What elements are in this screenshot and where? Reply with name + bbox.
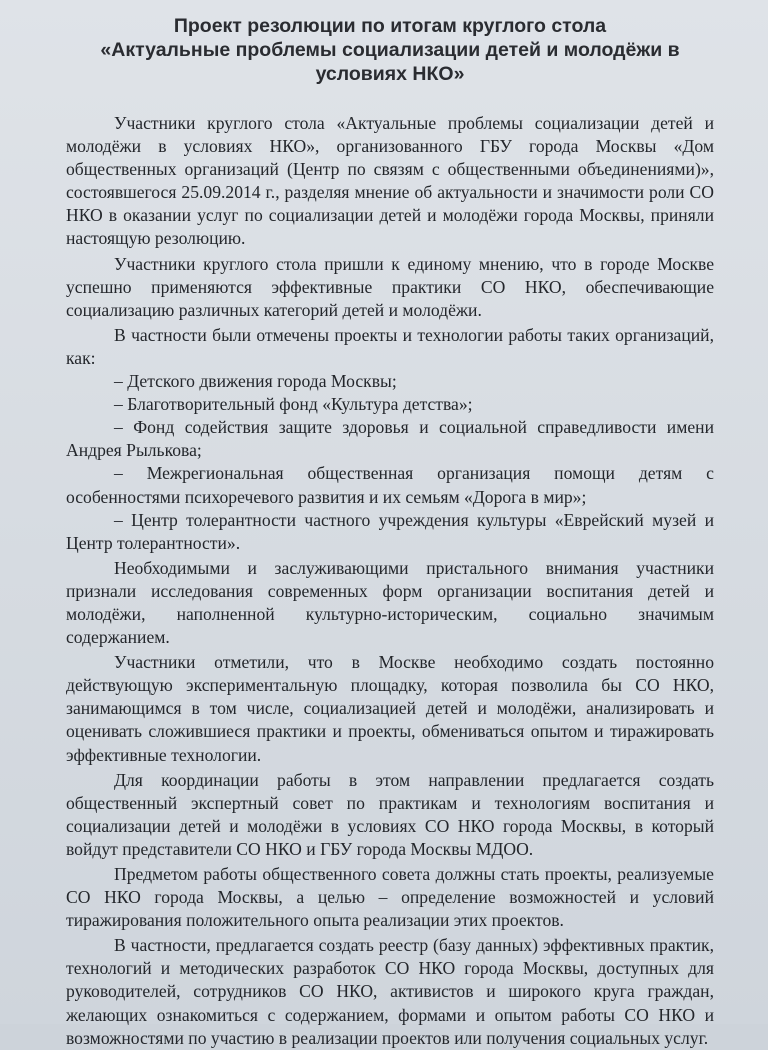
paragraph-platform: Участники отметили, что в Москве необходимо создать постоянно действующую экспериментальную площадку, которая позволила бы СО НКО, занимающимся в том числе, социализацией детей и молодёжи, анализировать и оценивать сложившиеся практики и проекты, обмениваться опытом и тиражировать эффективные технологии.: [66, 652, 714, 765]
list-item: – Центр толерантности частного учреждения культуры «Еврейский музей и Центр толерантности».: [66, 509, 714, 553]
paragraph-council-subject: Предметом работы общественного совета должны стать проекты, реализуемые СО НКО города Москвы, а целью – определение возможностей и условий тиражирования положительного опыта реализации этих проектов.: [66, 864, 714, 931]
title-line: Проект резолюции по итогам круглого стола: [173, 15, 607, 37]
paragraph-research: Необходимыми и заслуживающими пристального внимания участники признали исследования современных форм организации воспитания детей и молодёжи, наполненной культурно-историческим, социально значимым содержанием.: [66, 557, 714, 648]
paragraph-intro: Участники круглого стола «Актуальные проблемы социализации детей и молодёжи в условиях НКО», организованного ГБУ города Москвы «Дом общественных организаций (Центр по связям с общественными объединениями)», состоявшегося 25.09.2014 г., разделяя мнение об актуальности и значимости роли СО НКО в оказании услуг по социализации детей и молодёжи города Москвы, приняли настоящую резолюцию.: [66, 113, 714, 249]
list-item: – Межрегиональная общественная организация помощи детям с особенностями психоречевого развития и их семьям «Дорога в мир»;: [66, 463, 714, 507]
title-line: условиях НКО»: [315, 63, 465, 85]
list-item: – Детского движения города Москвы;: [114, 371, 397, 392]
list-item: – Фонд содействия защите здоровья и социальной справедливости имени Андрея Рылькова;: [66, 417, 714, 461]
list-item: – Благотворительный фонд «Культура детства»;: [114, 394, 473, 415]
title-line: «Актуальные проблемы социализации детей и молодёжи в: [100, 39, 680, 61]
paragraph-registry: В частности, предлагается создать реестр (базу данных) эффективных практик, технологий и методических разработок СО НКО города Москвы, доступных для руководителей, сотрудников СО НКО, активистов и широкого круга граждан, желающих ознакомиться с содержанием, формами и опытом работы СО НКО и возможностями по участию в реализации проектов или получения социальных услуг.: [66, 935, 714, 1048]
paragraph-consensus: Участники круглого стола пришли к единому мнению, что в городе Москве успешно применяются эффективные практики СО НКО, обеспечивающие социализацию различных категорий детей и молодёжи.: [66, 253, 714, 320]
document-title: [66, 14, 714, 86]
paragraph-projects-noted: В частности были отмечены проекты и технологии работы таких организаций, как:: [66, 324, 714, 368]
paragraph-council: Для координации работы в этом направлении предлагается создать общественный экспертный совет по практикам и технологиям воспитания и социализации детей и молодёжи в условиях СО НКО города Москвы, в который войдут представители СО НКО и ГБУ города Москвы МДОО.: [66, 769, 714, 859]
organizations-list: [66, 370, 714, 555]
